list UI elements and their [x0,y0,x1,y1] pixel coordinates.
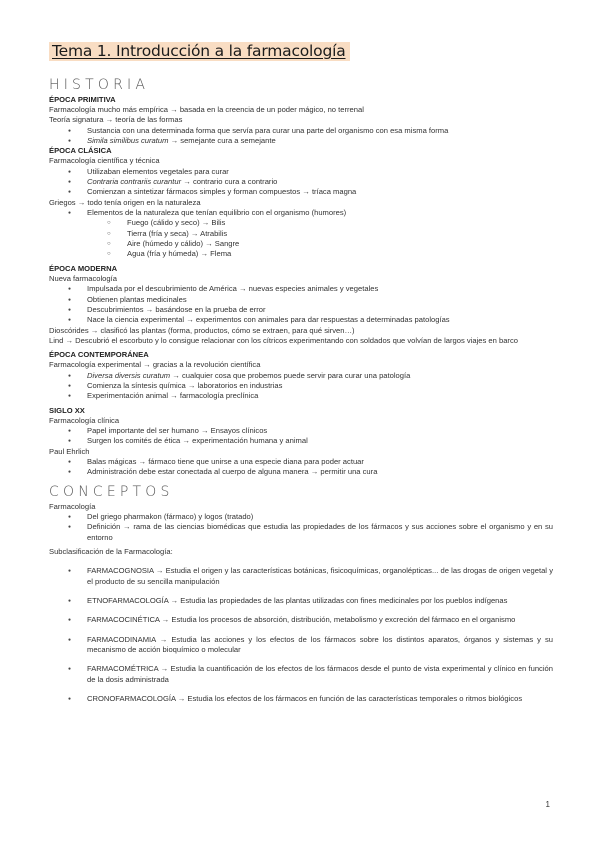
subheading-contemporanea: ÉPOCA CONTEMPORÁNEA [49,350,149,360]
bullet-item: ● Balas mágicas → fármaco tiene que unirse a una especie diana para poder actuar [49,457,553,467]
text-paragraph: Lind → Descubrió el escorbuto y lo consigue relacionar con los cítricos experimentando con soldados que volvían de largos viajes en barco [49,335,518,345]
concept-item: ● CRONOFARMACOLOGÍA → Estudia los efectos de los fármacos en función de las características temporales o ritmos biológicos [49,694,553,704]
concept-item: ● FARMACOGNOSIA → Estudia el origen y las características botánicas, fisicoquímicas, organolépticas... de las drogas de origen vegetal y el producto de su sencilla manipulación [49,566,553,587]
text-line: Nueva farmacología [49,273,117,283]
bullet-item: ● Simila similibus curatum → semejante cura a semejante [49,136,553,146]
bullet-item: ● Diversa diversis curatum → cualquier cosa que probemos puede servir para curar una patología [49,371,553,381]
concept-item: ● FARMACOMÉTRICA → Estudia la cuantificación de los efectos de los fármacos desde el punto de vista experimental y clínico en función de la dosis administrada [49,664,553,685]
sub-bullet-item: ○ Fuego (cálido y seco) → Bilis [49,218,553,228]
bullet-item: ● Surgen los comités de ética → experimentación humana y animal [49,436,553,446]
bullet-item: ● Obtienen plantas medicinales [49,295,553,305]
bullet-item: ● Del griego pharmakon (fármaco) y logos (tratado) [49,512,553,522]
bullet-item: ● Impulsada por el descubrimiento de América → nuevas especies animales y vegetales [49,284,553,294]
text-line: Subclasificación de la Farmacología: [49,547,173,557]
bullet-item: ● Comienza la síntesis química → laboratorios en industrias [49,381,553,391]
bullet-item: ● Comienzan a sintetizar fármacos simples y forman compuestos → tríaca magna [49,187,553,197]
text-line: Farmacología científica y técnica [49,156,160,166]
section-heading-historia: HISTORIA [49,77,150,93]
subheading-clasica: ÉPOCA CLÁSICA [49,146,112,156]
page-number: 1 [545,800,550,809]
text-line: Farmacología clínica [49,415,120,425]
text-line: Farmacología experimental → gracias a la revolución científica [49,360,261,370]
bullet-item: ● Utilizaban elementos vegetales para curar [49,167,553,177]
document-body [49,75,553,704]
sub-bullet-item: ○ Tierra (fría y seca) → Atrabilis [49,229,553,239]
bullet-item: ● Elementos de la naturaleza que tenían equilibrio con el organismo (humores) [49,208,553,218]
bullet-item: ● Descubrimientos → basándose en la prueba de error [49,305,553,315]
bullet-item: ● Definición → rama de las ciencias biomédicas que estudia las propiedades de los fármacos y sus acciones sobre el organismo y en su entorno [49,522,553,543]
page-title: Tema 1. Introducción a la farmacología [49,42,350,61]
concept-item: ● FARMACODINAMIA → Estudia las acciones y los efectos de los fármacos sobre los distintos aparatos, órganos y sistemas y su mecanismo de acción bioquímico o molecular [49,635,553,656]
subheading-siglo-xx: SIGLO XX [49,405,85,415]
bullet-item: ● Sustancia con una determinada forma que servía para curar una parte del organismo con esa misma forma [49,126,553,136]
text-line: Teoría signatura → teoría de las formas [49,115,183,125]
sub-bullet-item: ○ Agua (fría y húmeda) → Flema [49,249,553,259]
bullet-item: ● Administración debe estar conectada al cuerpo de alguna manera → permitir una cura [49,467,553,477]
title-block [49,42,350,61]
subheading-primitiva: ÉPOCA PRIMITIVA [49,95,116,104]
text-line: Dioscórides → clasificó las plantas (forma, productos, cómo se extraen, para qué sirven…) [49,325,355,335]
bullet-item: ● Papel importante del ser humano → Ensayos clínicos [49,426,553,436]
bullet-item: ● Contraria contrariis curantur → contrario cura a contrario [49,177,553,187]
concept-item: ● ETNOFARMACOLOGÍA → Estudia las propiedades de las plantas utilizadas con fines medicinales por los pueblos indígenas [49,596,553,606]
section-heading-conceptos: CONCEPTOS [49,483,174,500]
text-line: Paul Ehrlich [49,446,90,456]
text-line: Farmacología mucho más empírica → basada en la creencia de un poder mágico, no terrenal [49,105,364,114]
concept-item: ● FARMACOCINÉTICA → Estudia los procesos de absorción, distribución, metabolismo y excreción del fármaco en el organismo [49,615,553,625]
bullet-item: ● Experimentación animal → farmacología preclínica [49,391,553,401]
subheading-moderna: ÉPOCA MODERNA [49,263,118,273]
text-line: Farmacología [49,501,96,511]
text-line: Griegos → todo tenía origen en la naturaleza [49,197,201,207]
bullet-item: ● Nace la ciencia experimental → experimentos con animales para dar respuestas a determinadas patologías [49,315,553,325]
sub-bullet-item: ○ Aire (húmedo y cálido) → Sangre [49,239,553,249]
